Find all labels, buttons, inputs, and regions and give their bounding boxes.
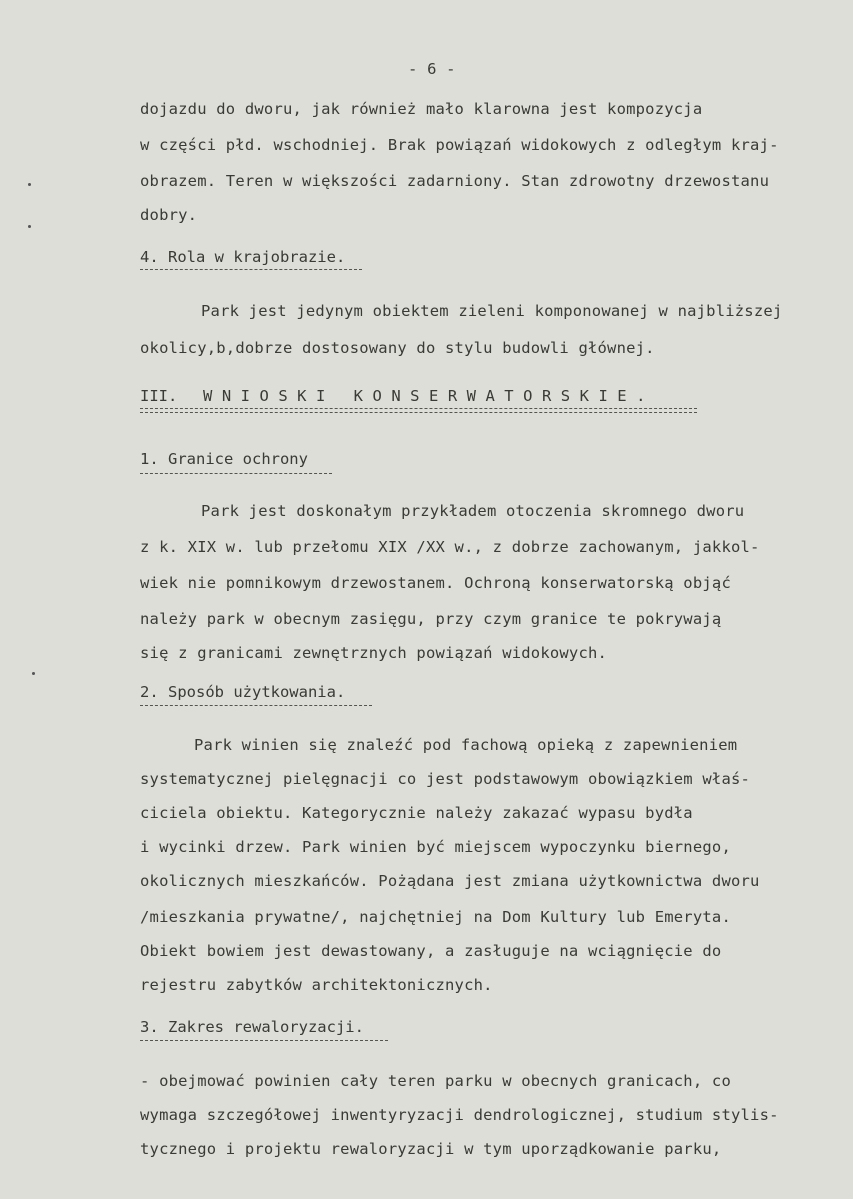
text-line: Obiekt bowiem jest dewastowany, a zasługuje na wciągnięcie do — [140, 942, 722, 960]
margin-mark — [28, 225, 31, 228]
chapter-numeral: III. — [140, 387, 178, 405]
page-number: - 6 - — [408, 60, 456, 78]
text-line: wymaga szczegółowej inwentyryzacji dendrologicznej, studium stylis- — [140, 1106, 779, 1124]
text-line: dobry. — [140, 206, 198, 224]
text-line: dojazdu do dworu, jak również mało klarowna jest kompozycja — [140, 100, 703, 118]
text-line: z k. XIX w. lub przełomu XIX /XX w., z dobrze zachowanym, jakkol- — [140, 538, 760, 556]
text-line: okolicy,b,dobrze dostosowany do stylu budowli głównej. — [140, 339, 655, 357]
text-line: tycznego i projektu rewaloryzacji w tym uporządkowanie parku, — [140, 1140, 722, 1158]
section-heading: 1. Granice ochrony — [140, 450, 308, 468]
text-line: rejestru zabytków architektonicznych. — [140, 976, 493, 994]
text-line: należy park w obecnym zasięgu, przy czym granice te pokrywają — [140, 610, 722, 628]
heading-underline — [140, 473, 332, 474]
text-line: Park jest doskonałym przykładem otoczenia skromnego dworu — [201, 502, 745, 520]
heading-underline — [140, 1040, 388, 1041]
text-line: systematycznej pielęgnacji co jest podstawowym obowiązkiem właś- — [140, 770, 751, 788]
margin-mark — [28, 183, 31, 186]
heading-underline — [140, 705, 372, 706]
section-heading: 3. Zakres rewaloryzacji. — [140, 1018, 364, 1036]
margin-mark — [32, 672, 35, 675]
section-heading: 4. Rola w krajobrazie. — [140, 248, 346, 266]
text-line: i wycinki drzew. Park winien być miejscem wypoczynku biernego, — [140, 838, 731, 856]
text-line: Park winien się znaleźć pod fachową opieką z zapewnieniem — [194, 736, 738, 754]
text-line: /mieszkania prywatne/, najchętniej na Dom Kultury lub Emeryta. — [140, 908, 731, 926]
chapter-title: WNIOSKI KONSERWATORSKIE. — [203, 387, 655, 405]
text-line: Park jest jedynym obiektem zieleni komponowanej w najbliższej — [201, 302, 783, 320]
text-line: obrazem. Teren w większości zadarniony. Stan zdrowotny drzewostanu — [140, 172, 770, 190]
heading-underline — [140, 269, 362, 270]
section-heading: 2. Sposób użytkowania. — [140, 683, 346, 701]
text-line: - obejmować powinien cały teren parku w obecnych granicach, co — [140, 1072, 731, 1090]
text-line: okolicznych mieszkańców. Pożądana jest zmiana użytkownictwa dworu — [140, 872, 760, 890]
text-line: w części płd. wschodniej. Brak powiązań widokowych z odległym kraj- — [140, 136, 779, 154]
text-line: wiek nie pomnikowym drzewostanem. Ochroną konserwatorską objąć — [140, 574, 731, 592]
chapter-double-underline — [140, 408, 697, 413]
text-line: się z granicami zewnętrznych powiązań widokowych. — [140, 644, 608, 662]
text-line: ciciela obiektu. Kategorycznie należy zakazać wypasu bydła — [140, 804, 693, 822]
